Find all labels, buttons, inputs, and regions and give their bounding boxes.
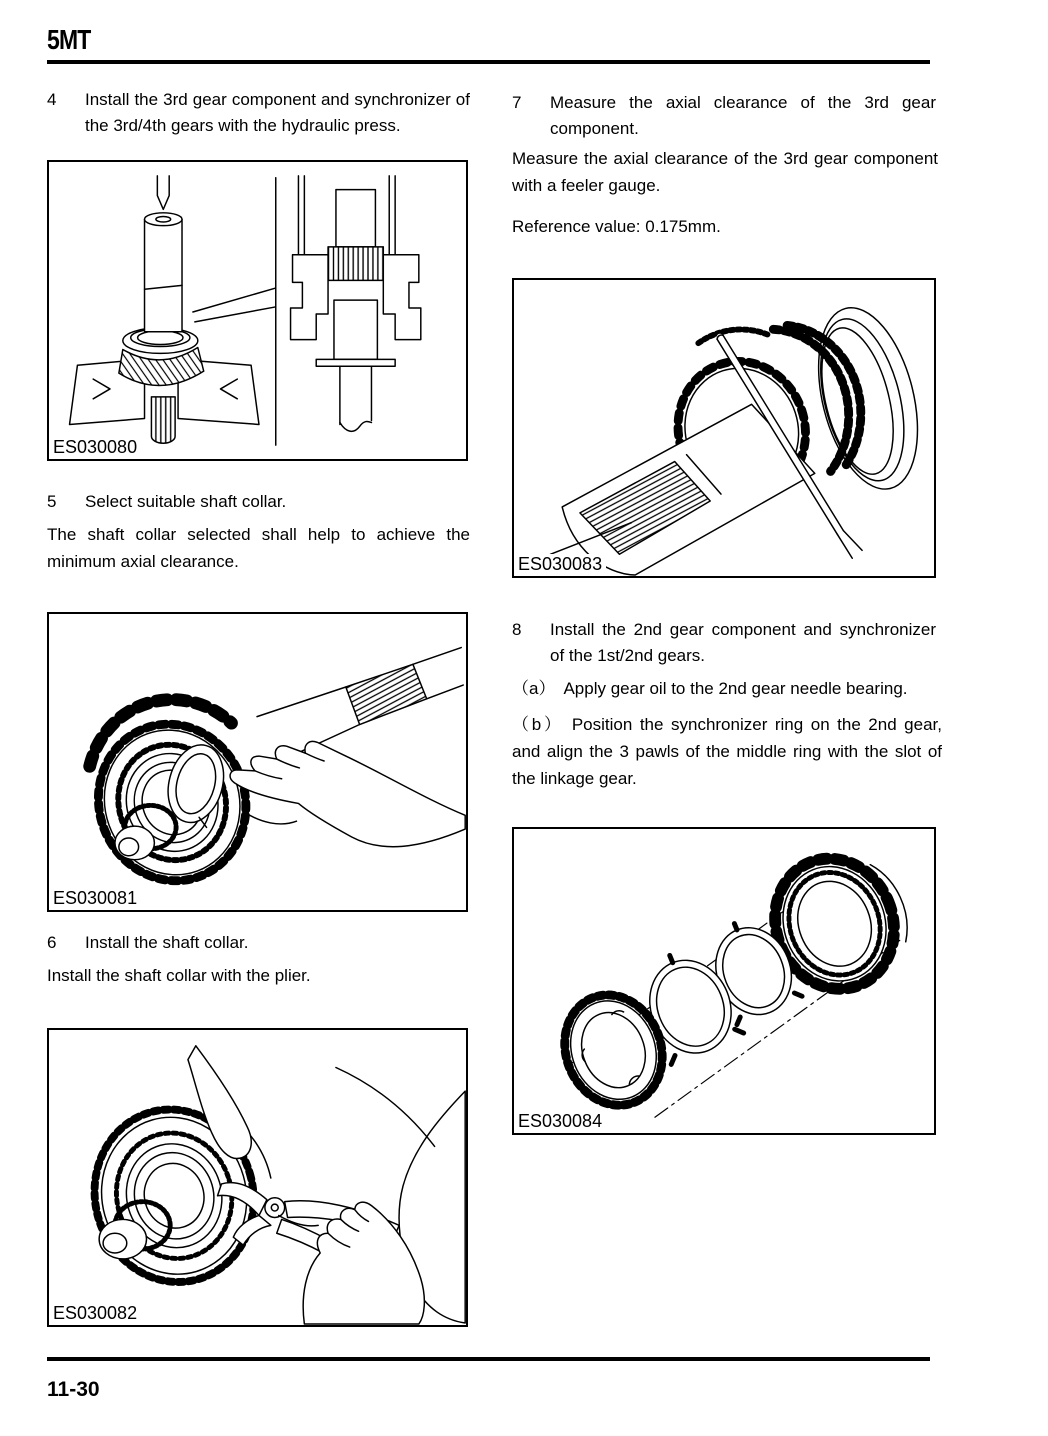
step-5 [47, 489, 470, 515]
substep-a [512, 675, 942, 702]
step-text: Install the 3rd gear component and synchronizer of the 3rd/4th gears with the hydraulic press. [85, 90, 470, 135]
step-number: 7 [512, 93, 522, 112]
step-8 [512, 617, 936, 669]
substep-text: Apply gear oil to the 2nd gear needle bearing. [563, 679, 908, 698]
figure-label: ES030083 [516, 554, 606, 575]
figure-label: ES030084 [516, 1111, 606, 1132]
feeler-gauge-illustration [514, 280, 934, 576]
step-number: 4 [47, 90, 57, 109]
page-number: 11-30 [47, 1378, 100, 1401]
step-4 [47, 87, 470, 139]
step-text: Select suitable shaft collar. [85, 492, 287, 511]
figure-label: ES030081 [51, 888, 141, 909]
header-rule [47, 60, 930, 64]
substep-b [512, 711, 942, 792]
substep-text: Position the synchronizer ring on the 2nd gear, and align the 3 pawls of the middle ring with the slot of the linkage gear. [512, 715, 942, 788]
hydraulic-press-illustration [49, 162, 466, 459]
step-7 [512, 90, 936, 142]
figure-label: ES030080 [51, 437, 141, 458]
step-6-paragraph: Install the shaft collar with the plier. [47, 966, 311, 985]
figure-es030080 [47, 160, 468, 461]
step-6 [47, 930, 470, 956]
figure-es030084 [512, 827, 936, 1135]
step-text: Install the 2nd gear component and synchronizer of the 1st/2nd gears. [550, 620, 936, 665]
step-7-paragraph: Measure the axial clearance of the 3rd gear component with a feeler gauge. [512, 149, 938, 195]
page-title: 5MT [47, 24, 91, 55]
figure-es030083 [512, 278, 936, 578]
step-number: 8 [512, 620, 522, 639]
plier-install-illustration [49, 1030, 466, 1325]
figure-es030081 [47, 612, 468, 912]
step-5-paragraph: The shaft collar selected shall help to achieve the minimum axial clearance. [47, 525, 470, 571]
step-number: 5 [47, 492, 57, 511]
step-text: Measure the axial clearance of the 3rd gear component. [550, 93, 936, 138]
reference-value: Reference value: 0.175mm. [512, 217, 721, 236]
substep-marker: （a） [512, 679, 556, 698]
step-number: 6 [47, 933, 57, 952]
footer-rule [47, 1357, 930, 1361]
figure-es030082 [47, 1028, 468, 1327]
synchronizer-exploded-view-illustration [514, 829, 934, 1133]
shaft-collar-selection-illustration [49, 614, 466, 910]
figure-label: ES030082 [51, 1303, 141, 1324]
step-text: Install the shaft collar. [85, 933, 249, 952]
substep-marker: （b） [512, 715, 564, 734]
